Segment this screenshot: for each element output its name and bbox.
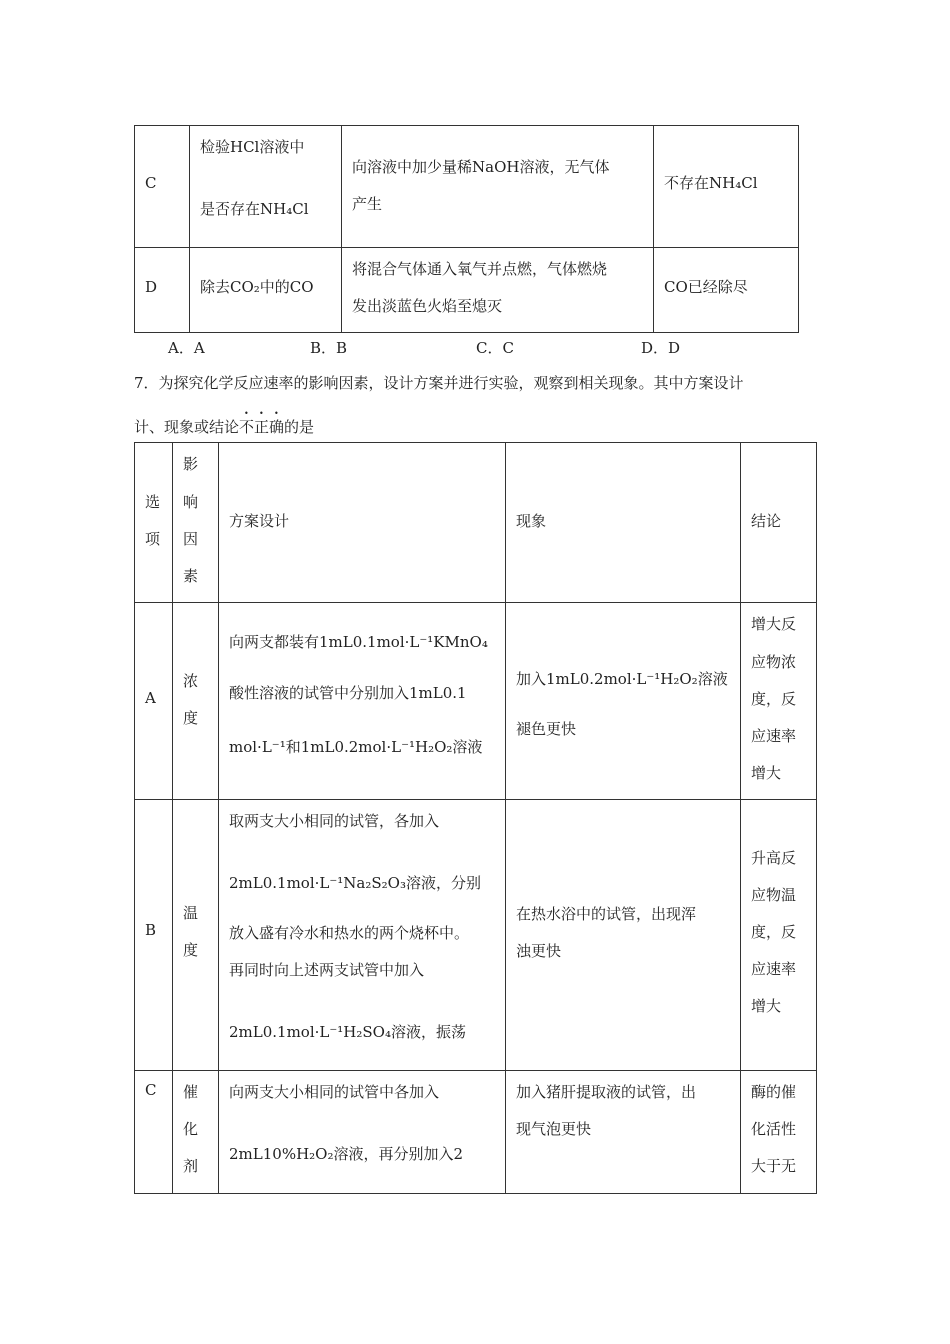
option-label: C	[145, 174, 157, 192]
design-cell	[341, 125, 654, 248]
option-cell	[134, 125, 190, 248]
text-line: 化活性	[751, 1120, 797, 1138]
text-line: 影	[183, 455, 199, 473]
choice-d[interactable]: D．D	[641, 339, 681, 357]
text-line: 因	[183, 530, 199, 548]
purpose-cell	[189, 247, 342, 333]
phenomenon-cell	[505, 799, 741, 1071]
text-line: 结论	[751, 512, 782, 530]
conclusion-cell	[740, 602, 817, 800]
purpose-cell	[189, 125, 342, 248]
text-line: 发出淡蓝色火焰至熄灭	[352, 297, 503, 315]
text-line: 度	[183, 941, 199, 959]
text-line: 度，反	[751, 690, 797, 708]
option-cell	[134, 1070, 173, 1194]
factor-cell	[172, 1070, 219, 1194]
header-factor	[172, 442, 219, 603]
text-line: 温	[183, 904, 199, 922]
design-cell	[218, 1070, 506, 1194]
text-line: 度	[183, 709, 199, 727]
header-conclusion	[740, 442, 817, 603]
text-line: 除去CO₂中的CO	[200, 278, 314, 296]
text-line: 向溶液中加少量稀NaOH溶液，无气体	[352, 158, 610, 176]
text-line: 剂	[183, 1157, 199, 1175]
text-line: 应物温	[751, 886, 797, 904]
text-line: 产生	[352, 195, 383, 213]
header-design	[218, 442, 506, 603]
text-line: 酶的催	[751, 1083, 797, 1101]
factor-cell	[172, 799, 219, 1071]
text-line: 素	[183, 567, 199, 585]
option-label: C	[145, 1081, 157, 1099]
conclusion-cell	[653, 247, 799, 333]
text-line: 在热水浴中的试管，出现浑	[516, 905, 697, 923]
choice-b[interactable]: B．B	[310, 339, 348, 357]
text-line: 项	[145, 530, 161, 548]
text-line: 取两支大小相同的试管，各加入	[229, 812, 440, 830]
text-line: 检验HCl溶液中	[200, 138, 305, 156]
option-cell	[134, 602, 173, 800]
text-line: 将混合气体通入氧气并点燃，气体燃烧	[352, 260, 608, 278]
text-line: 现气泡更快	[516, 1120, 592, 1138]
text-line: 不存在NH₄Cl	[664, 174, 758, 192]
text-line: 增大	[751, 764, 782, 782]
text-line: 化	[183, 1120, 199, 1138]
text-line: 褪色更快	[516, 720, 577, 738]
text-line: 酸性溶液的试管中分别加入1mL0.1	[229, 684, 467, 702]
text-line: 向两支大小相同的试管中各加入	[229, 1083, 440, 1101]
text-line: 向两支都装有1mL0.1mol·L⁻¹KMnO₄	[229, 633, 488, 651]
text-line: 选	[145, 493, 161, 511]
phenomenon-cell	[505, 1070, 741, 1194]
text-line: mol·L⁻¹和1mL0.2mol·L⁻¹H₂O₂溶液	[229, 738, 483, 756]
text-line: 催	[183, 1083, 199, 1101]
design-cell	[341, 247, 654, 333]
text-line: 浊更快	[516, 942, 562, 960]
text-line: 加入猪肝提取液的试管，出	[516, 1083, 697, 1101]
text-line: 现象	[516, 512, 547, 530]
text-line: 再同时向上述两支试管中加入	[229, 961, 425, 979]
text-line: 放入盛有冷水和热水的两个烧杯中。	[229, 924, 470, 942]
text-line: 加入1mL0.2mol·L⁻¹H₂O₂溶液	[516, 670, 728, 688]
option-label: B	[145, 921, 157, 939]
text-line: 是否存在NH₄Cl	[200, 200, 309, 218]
text-line: 方案设计	[229, 512, 290, 530]
text-line: 应速率	[751, 727, 797, 745]
text-line: 2mL10%H₂O₂溶液，再分别加入2	[229, 1145, 464, 1163]
conclusion-cell	[740, 1070, 817, 1194]
text-line: 应物浓	[751, 653, 797, 671]
question-7-line1: 7．为探究化学反应速率的影响因素，设计方案并进行实验，观察到相关现象。其中方案设计	[134, 374, 744, 392]
text-line: 响	[183, 493, 199, 511]
design-cell	[218, 602, 506, 800]
option-label: A	[145, 689, 156, 707]
text-line: CO已经除尽	[664, 278, 748, 296]
choice-a[interactable]: A．A	[168, 339, 205, 357]
text: 的是	[284, 418, 315, 436]
factor-cell	[172, 602, 219, 800]
phenomenon-cell	[505, 602, 741, 800]
text-line: 2mL0.1mol·L⁻¹H₂SO₄溶液，振荡	[229, 1023, 466, 1041]
text-line: 应速率	[751, 960, 797, 978]
text-line: 升高反	[751, 849, 797, 867]
option-cell	[134, 799, 173, 1071]
text: 计、现象或结论	[134, 418, 240, 436]
text-line: 2mL0.1mol·L⁻¹Na₂S₂O₃溶液，分别	[229, 874, 481, 892]
conclusion-cell	[653, 125, 799, 248]
text-line: 度，反	[751, 923, 797, 941]
header-phenomenon	[505, 442, 741, 603]
option-cell	[134, 247, 190, 333]
emphasized-text: 不正确	[239, 418, 285, 436]
design-cell	[218, 799, 506, 1071]
text-line: 增大反	[751, 615, 797, 633]
conclusion-cell	[740, 799, 817, 1071]
header-option	[134, 442, 173, 603]
text-line: 增大	[751, 997, 782, 1015]
text-line: 大于无	[751, 1157, 797, 1175]
option-label: D	[145, 278, 158, 296]
choice-c[interactable]: C．C	[476, 339, 514, 357]
text-line: 浓	[183, 672, 199, 690]
question-7-line2	[134, 409, 314, 437]
